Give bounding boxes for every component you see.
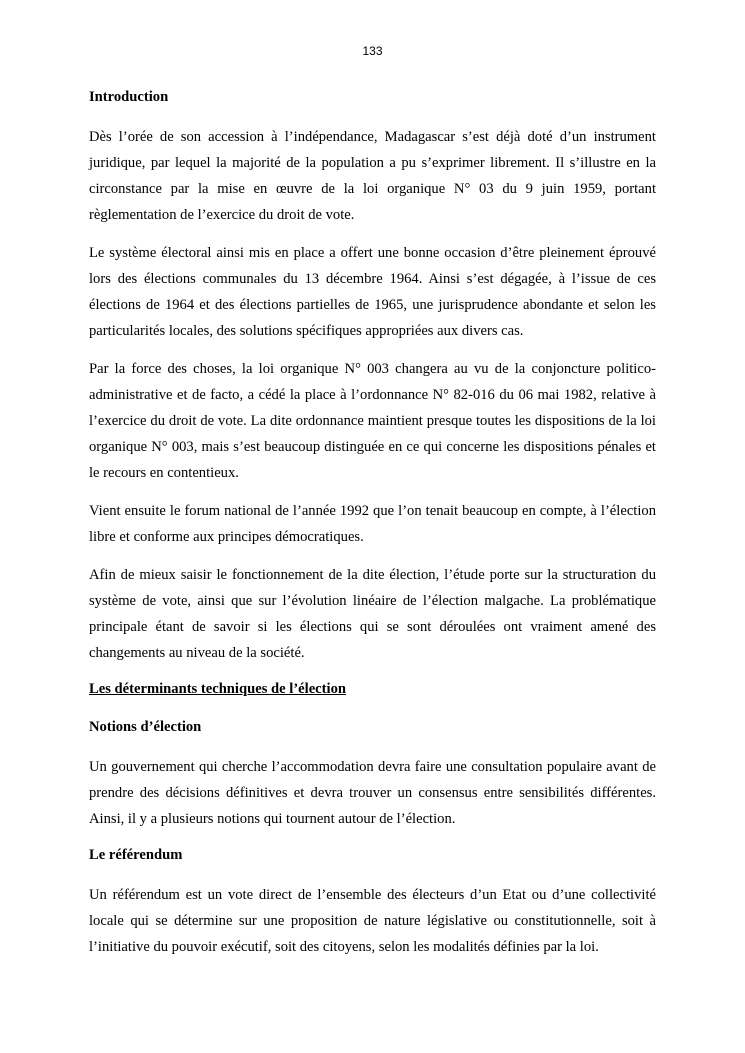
paragraph: Vient ensuite le forum national de l’année 1992 que l’on tenait beaucoup en compte, à l’élection libre et conforme aux principes démocratiques. — [89, 503, 656, 545]
paragraph: Le système électoral ainsi mis en place a offert une bonne occasion d’être pleinement éprouvé lors des élections communales du 13 décembre 1964. Ainsi s’est dégagée, à l’issue de ces élections de 1964 et des élections partielles de 1965, une jurisprudence abondante et selon les particularités locales, des solutions spécifiques appropriées aux divers cas. — [89, 245, 656, 339]
document-body — [89, 86, 656, 972]
heading-determinants: Les déterminants techniques de l’élection — [89, 681, 346, 697]
heading-referendum: Le référendum — [89, 847, 183, 863]
heading-notions: Notions d’élection — [89, 719, 202, 735]
heading-introduction: Introduction — [89, 89, 169, 105]
paragraph: Un référendum est un vote direct de l’ensemble des électeurs d’un Etat ou d’une collectivité locale qui se détermine sur une proposition de nature législative ou constitutionnelle, soit à l’initiative du pouvoir exécutif, soit des citoyens, selon les modalités définies par la loi. — [89, 887, 656, 955]
paragraph: Afin de mieux saisir le fonctionnement de la dite élection, l’étude porte sur la structuration du système de vote, ainsi que sur l’évolution linéaire de l’élection malgache. La problématique principale étant de savoir si les élections qui se sont déroulées ont vraiment amené des changements au niveau de la société. — [89, 567, 656, 661]
paragraph: Dès l’orée de son accession à l’indépendance, Madagascar s’est déjà doté d’un instrument juridique, par lequel la majorité de la population a pu s’exprimer librement. Il s’illustre en la circonstance par la mise en œuvre de la loi organique N° 03 du 9 juin 1959, portant règlementation de l’exercice du droit de vote. — [89, 129, 656, 223]
paragraph: Par la force des choses, la loi organique N° 003 changera au vu de la conjoncture politico-administrative et de facto, a cédé la place à l’ordonnance N° 82-016 du 06 mai 1982, relative à l’exercice du droit de vote. La dite ordonnance maintient presque toutes les dispositions de la loi organique N° 003, mais s’est beaucoup distinguée en ce qui concerne les dispositions pénales et le recours en contentieux. — [89, 361, 656, 481]
page-number: 133 — [362, 44, 383, 58]
paragraph: Un gouvernement qui cherche l’accommodation devra faire une consultation populaire avant de prendre des décisions définitives et devra trouver un consensus entre sensibilités différentes. Ainsi, il y a plusieurs notions qui tournent autour de l’élection. — [89, 759, 656, 827]
